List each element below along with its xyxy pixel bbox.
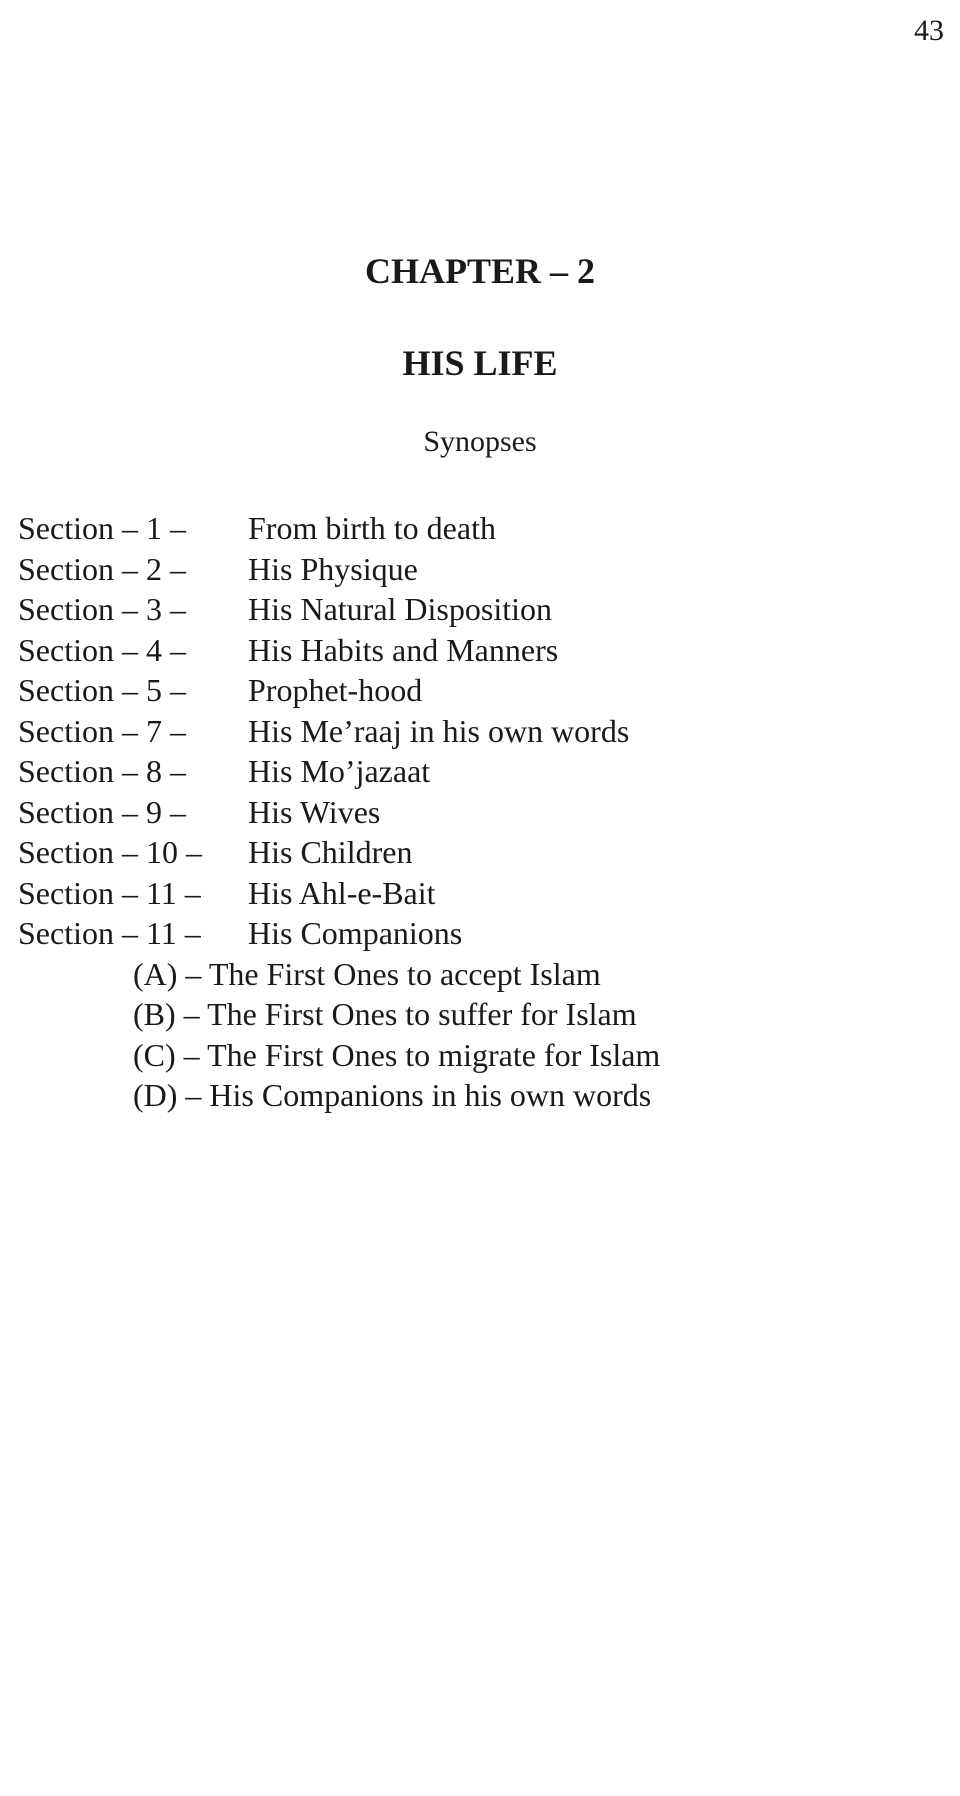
- section-title: His Mo’jazaat: [248, 753, 431, 789]
- subsection-item: (D) – His Companions in his own words: [133, 1077, 652, 1113]
- section-label: Section – 1 –: [18, 510, 186, 546]
- section-title: His Habits and Manners: [248, 631, 559, 668]
- section-title: His Natural Disposition: [248, 591, 552, 627]
- toc-row: [18, 589, 660, 630]
- table-of-contents: [18, 508, 660, 1116]
- section-label: Section – 9 –: [18, 793, 186, 830]
- toc-row: [18, 630, 660, 671]
- synopses-heading: Synopses: [423, 425, 537, 458]
- section-title: His Children: [248, 834, 413, 870]
- toc-row: [18, 711, 660, 752]
- section-label: Section – 10 –: [18, 834, 202, 870]
- section-label: Section – 4 –: [18, 631, 186, 668]
- chapter-subtitle: HIS LIFE: [402, 343, 558, 383]
- section-title: His Me’raaj in his own words: [248, 712, 630, 749]
- toc-row: [18, 913, 660, 954]
- section-title: His Physique: [248, 550, 418, 587]
- section-label: Section – 7 –: [18, 712, 186, 749]
- section-label: Section – 8 –: [18, 753, 186, 789]
- toc-row: [18, 508, 660, 549]
- toc-row: [18, 792, 660, 833]
- section-title: Prophet-hood: [248, 672, 423, 708]
- subsection-item: (A) – The First Ones to accept Islam: [133, 955, 601, 992]
- section-label: Section – 5 –: [18, 672, 186, 708]
- section-label: Section – 3 –: [18, 591, 186, 627]
- page-number: 43: [914, 14, 944, 47]
- section-title: From birth to death: [248, 510, 496, 546]
- toc-row: [18, 751, 660, 792]
- section-label: Section – 11 –: [18, 874, 201, 911]
- toc-row: [18, 670, 660, 711]
- section-title: His Wives: [248, 793, 381, 830]
- chapter-title: CHAPTER – 2: [364, 251, 595, 291]
- section-title: His Ahl-e-Bait: [248, 874, 436, 911]
- toc-row: [18, 832, 660, 873]
- toc-row: [18, 549, 660, 590]
- toc-row: [18, 873, 660, 914]
- section-label: Section – 2 –: [18, 550, 186, 587]
- section-title: His Companions: [248, 915, 463, 951]
- subsection-item: (C) – The First Ones to migrate for Islam: [133, 1036, 661, 1073]
- section-label: Section – 11 –: [18, 915, 201, 951]
- subsection-item: (B) – The First Ones to suffer for Islam: [133, 996, 637, 1032]
